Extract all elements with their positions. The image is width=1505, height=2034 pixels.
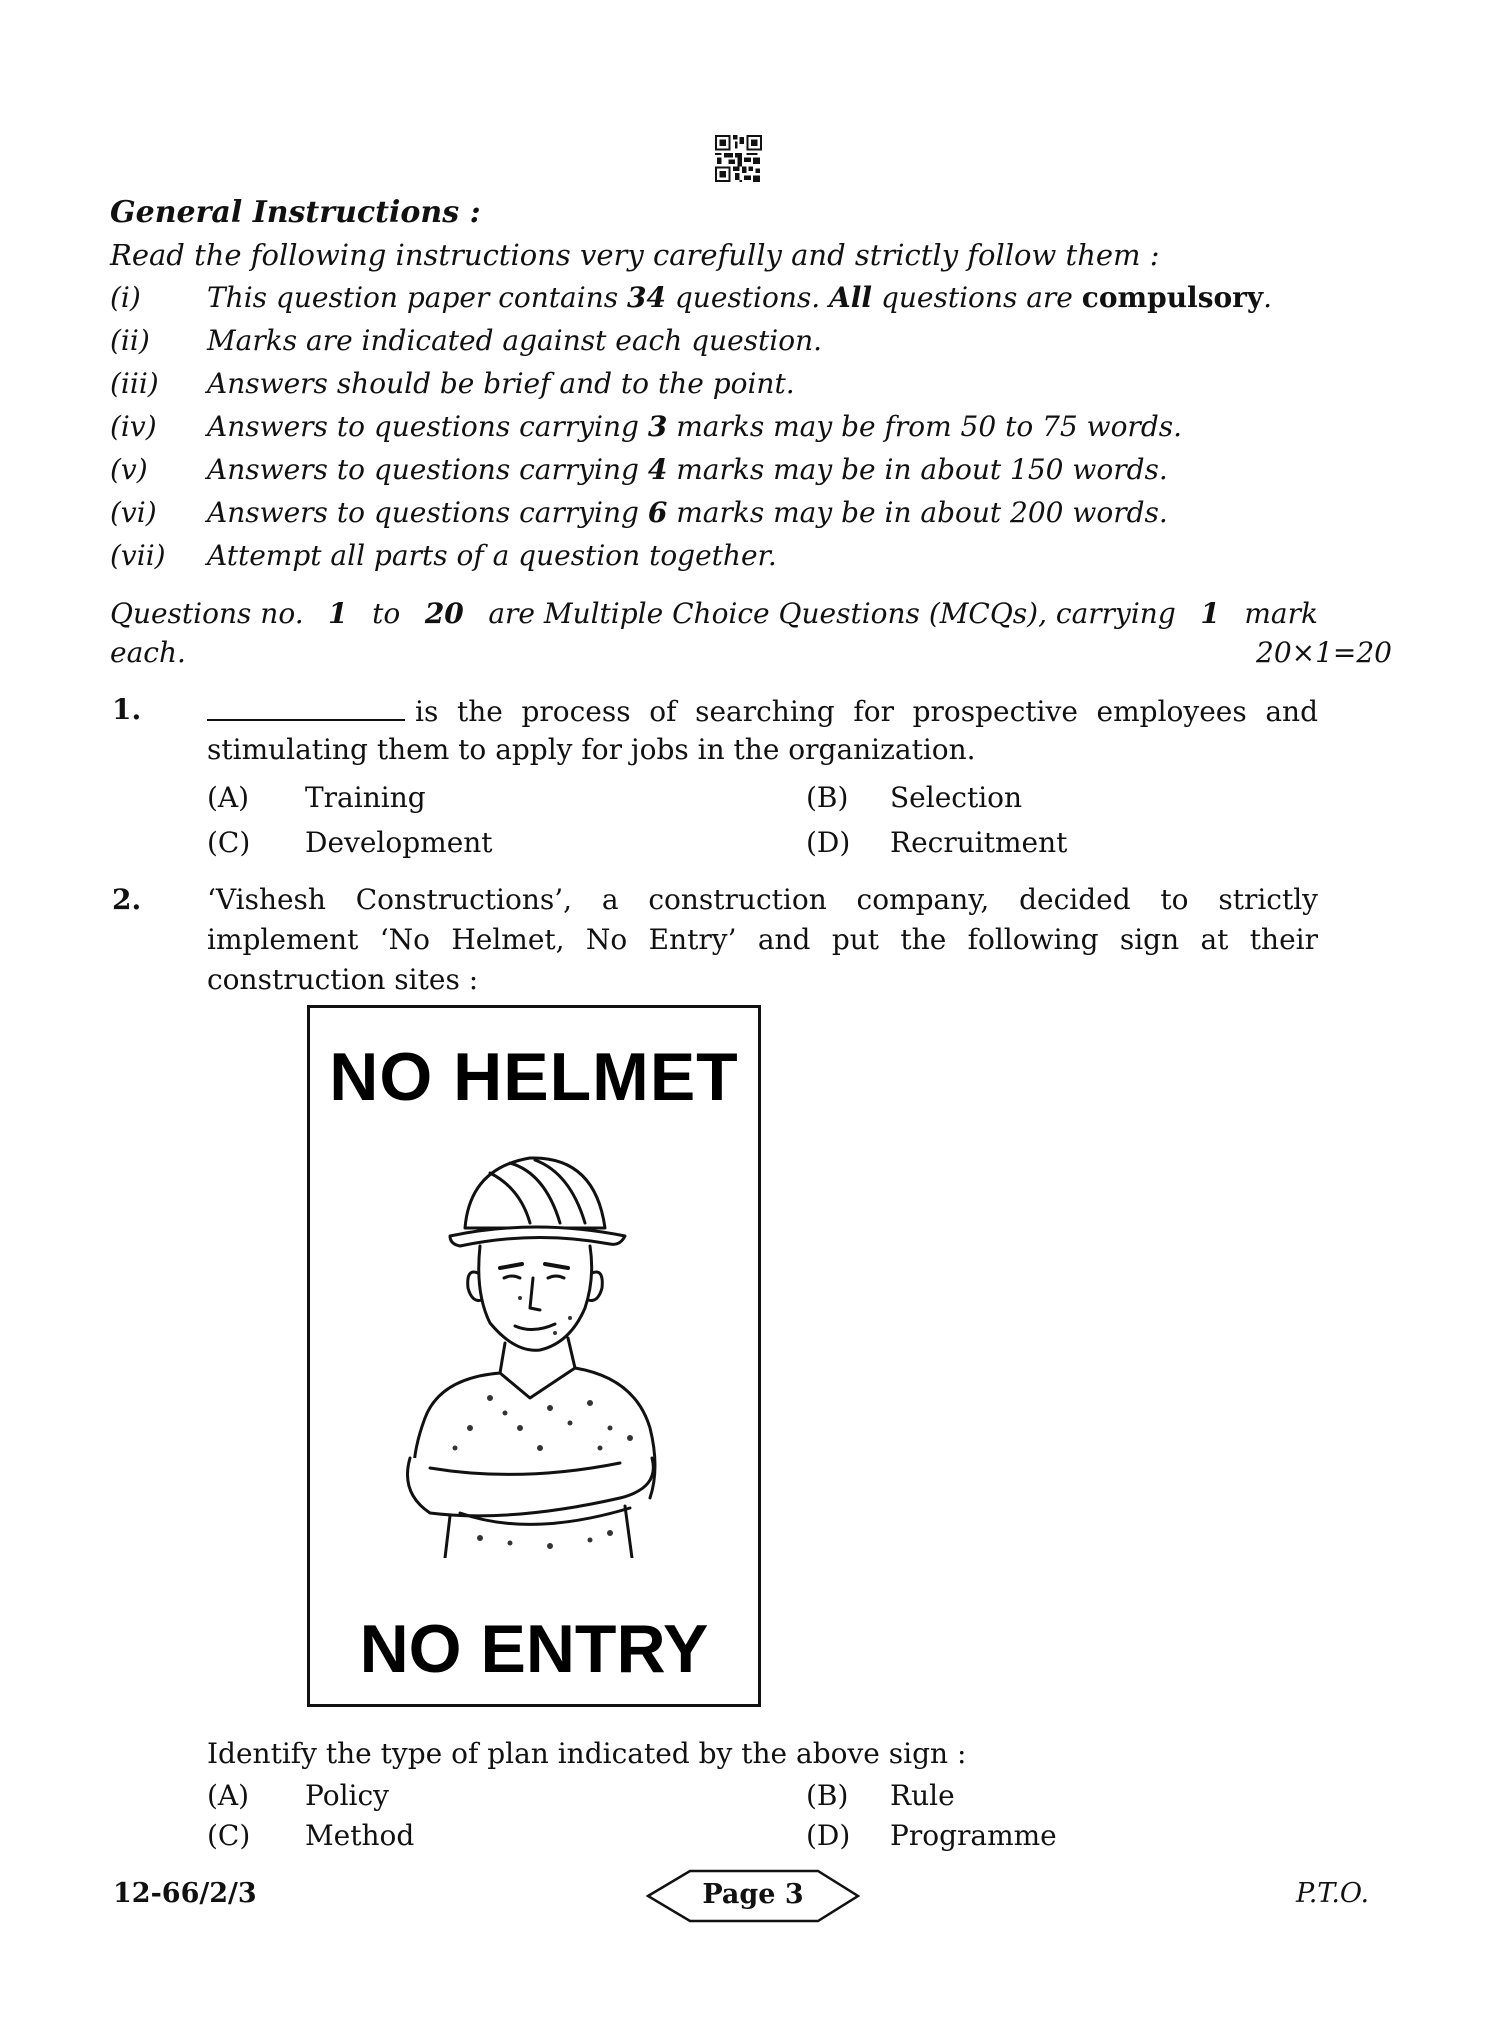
option-text[interactable]: Method — [305, 1819, 415, 1852]
section-note-continued: each. — [110, 636, 186, 669]
question-prompt: Identify the type of plan indicated by the above sign : — [207, 1737, 967, 1770]
text-run: Answers to questions carrying — [207, 410, 648, 443]
instruction-text — [207, 281, 1272, 314]
text-run: marks may be in about 200 words. — [667, 496, 1168, 529]
text-run: Questions no. — [110, 597, 304, 630]
text-run: to — [372, 597, 401, 630]
no-helmet-sign — [307, 1005, 761, 1707]
text-run-bold: 3 — [647, 410, 668, 443]
text-run: are Multiple Choice Questions (MCQs), carrying — [488, 597, 1176, 630]
question-text-line1 — [207, 693, 1318, 728]
fill-in-blank — [207, 693, 405, 721]
option-text[interactable]: Training — [305, 781, 426, 814]
instruction-label: (iii) — [110, 367, 159, 400]
instruction-text — [207, 496, 1168, 529]
text-run: Answers to questions carrying — [207, 496, 648, 529]
instructions-subheading: Read the following instructions very carefully and strictly follow them : — [110, 238, 1160, 272]
option-label: (B) — [806, 1779, 849, 1812]
text-run-bold: 4 — [647, 453, 668, 486]
text-run: Answers to questions carrying — [207, 453, 648, 486]
paper-code: 12-66/2/3 — [113, 1878, 257, 1909]
text-run: questions. — [665, 281, 830, 314]
instruction-label: (vii) — [110, 539, 166, 572]
option-label: (B) — [806, 781, 849, 814]
instruction-text: Attempt all parts of a question together. — [207, 539, 777, 572]
text-run: marks may be in about 150 words. — [667, 453, 1168, 486]
sign-bottom-text: NO ENTRY — [359, 1611, 709, 1687]
question-number: 1. — [112, 693, 142, 726]
option-text[interactable]: Rule — [890, 1779, 955, 1812]
text-run: marks may be from 50 to 75 words. — [667, 410, 1183, 443]
option-text[interactable]: Programme — [890, 1819, 1057, 1852]
text-run-bold: 6 — [647, 496, 668, 529]
text-run-bold: 1 — [1200, 597, 1220, 630]
instruction-label: (iv) — [110, 410, 157, 443]
instruction-label: (i) — [110, 281, 141, 314]
sign-top-text: NO HELMET — [329, 1039, 739, 1115]
section-note — [110, 597, 1318, 630]
text-run: mark — [1244, 597, 1318, 630]
option-label: (D) — [806, 826, 851, 859]
text-run: questions are — [872, 281, 1082, 314]
question-text-line1: ‘Vishesh Constructions’, a construction company, decided to strictly — [207, 883, 1318, 916]
option-text[interactable]: Recruitment — [890, 826, 1068, 859]
option-label: (C) — [207, 1819, 251, 1852]
instruction-text — [207, 453, 1168, 486]
construction-worker-illustration — [370, 1128, 700, 1558]
qr-code-icon — [714, 135, 763, 182]
instruction-label: (ii) — [110, 324, 150, 357]
text-run: . — [1263, 281, 1273, 314]
text-run-bold: 34 — [627, 281, 666, 314]
text-run: This question paper contains — [207, 281, 627, 314]
option-text[interactable]: Policy — [305, 1779, 389, 1812]
instruction-text: Answers should be brief and to the point. — [207, 367, 795, 400]
question-text-line2: implement ‘No Helmet, No Entry’ and put the following sign at their — [207, 923, 1318, 956]
option-label: (A) — [207, 781, 250, 814]
option-label: (C) — [207, 826, 251, 859]
page-number-badge — [646, 1869, 860, 1923]
question-text-line3: construction sites : — [207, 963, 479, 996]
text-run-bold: All — [829, 281, 873, 314]
instruction-label: (v) — [110, 453, 148, 486]
question-number: 2. — [112, 883, 142, 916]
text-run-bold: 1 — [328, 597, 348, 630]
page-number: Page 3 — [702, 1879, 804, 1910]
section-marks: 20×1=20 — [1256, 636, 1392, 669]
text-run-bold: compulsory — [1081, 281, 1264, 314]
question-text: is the process of searching for prospective employees and — [415, 695, 1318, 728]
question-text-line2: stimulating them to apply for jobs in the organization. — [207, 733, 976, 766]
instruction-text: Marks are indicated against each question. — [207, 324, 823, 357]
instruction-label: (vi) — [110, 496, 157, 529]
instruction-text — [207, 410, 1182, 443]
text-run-bold: 20 — [424, 597, 464, 630]
option-text[interactable]: Selection — [890, 781, 1023, 814]
option-label: (A) — [207, 1779, 250, 1812]
please-turn-over: P.T.O. — [1296, 1878, 1370, 1909]
instructions-heading: General Instructions : — [110, 195, 481, 230]
option-text[interactable]: Development — [305, 826, 493, 859]
option-label: (D) — [806, 1819, 851, 1852]
